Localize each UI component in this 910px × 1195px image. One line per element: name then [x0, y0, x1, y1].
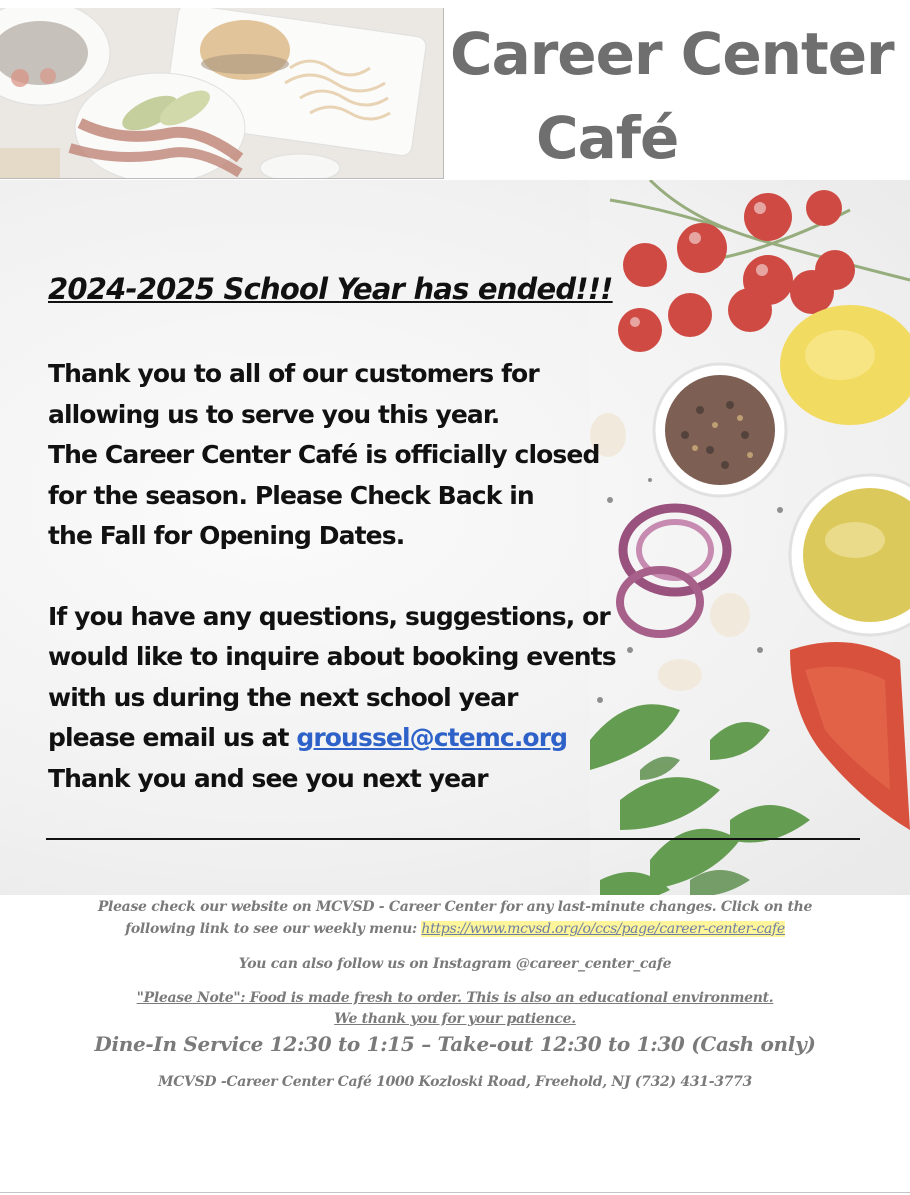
- paragraph-line: with us during the next school year: [48, 682, 518, 712]
- page-header: [0, 0, 910, 178]
- page-bottom-border: [0, 1192, 910, 1193]
- cafe-address: MCVSD -Career Center Café 1000 Kozloski Road, Freehold, NJ (732) 431-3773: [158, 1074, 752, 1090]
- food-note-line2: We thank you for your patience.: [334, 1011, 576, 1027]
- food-note: [0, 988, 910, 1030]
- email-line: [48, 718, 658, 759]
- contact-paragraph: [48, 597, 658, 800]
- paragraph-line: would like to inquire about booking events: [48, 642, 616, 671]
- food-photo: [0, 8, 444, 179]
- website-line2: [0, 918, 910, 940]
- paragraph-line: allowing us to serve you this year.: [48, 399, 500, 429]
- website-line2-prefix: following link to see our weekly menu:: [125, 921, 422, 937]
- menu-link[interactable]: https://www.mcvsd.org/o/ccs/page/career-center-cafe: [421, 921, 785, 937]
- website-line1: Please check our website on MCVSD - Career Center for any last-minute changes. Click on the: [97, 899, 813, 915]
- paragraph-line: for the season. Please Check Back in: [48, 480, 534, 510]
- website-info: [0, 896, 910, 940]
- paragraph-line: If you have any questions, suggestions, or: [48, 601, 610, 631]
- footer: [0, 895, 910, 1090]
- paragraph-line: Thank you to all of our customers for: [48, 359, 539, 388]
- cafe-title: [450, 12, 910, 180]
- closing-line: Thank you and see you next year: [48, 763, 488, 793]
- notice-panel: [0, 180, 910, 895]
- cafe-title-line1: Career Center: [450, 20, 894, 88]
- thank-you-paragraph: [48, 354, 658, 557]
- service-hours: Dine-In Service 12:30 to 1:15 – Take-out 12:30 to 1:30 (Cash only): [94, 1032, 816, 1056]
- notice-content: [48, 272, 658, 799]
- notice-headline: 2024-2025 School Year has ended!!!: [48, 272, 613, 306]
- cafe-title-line2: Café: [536, 104, 679, 172]
- divider-line: [46, 838, 860, 840]
- email-link[interactable]: groussel@ctemc.org: [296, 723, 568, 752]
- paragraph-line: The Career Center Café is officially closed: [48, 440, 600, 469]
- email-prefix: please email us at: [48, 723, 297, 752]
- food-note-line1: "Please Note": Food is made fresh to order. This is also an educational environment.: [136, 990, 774, 1006]
- instagram-info: You can also follow us on Instagram @career_center_cafe: [238, 956, 672, 972]
- paragraph-line: the Fall for Opening Dates.: [48, 521, 405, 550]
